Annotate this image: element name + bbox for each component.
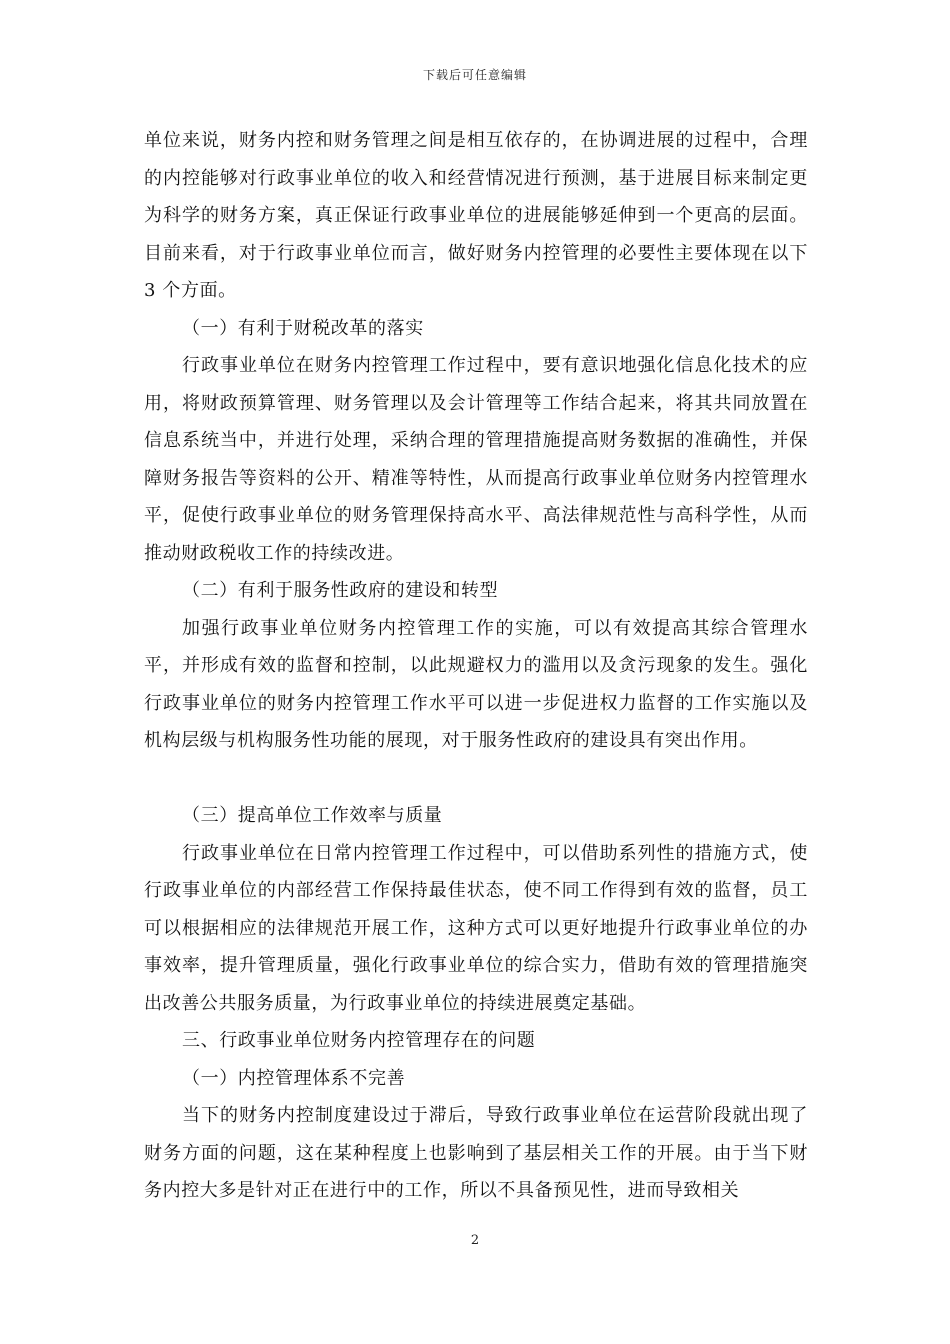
document-body (144, 122, 808, 1210)
section-heading: （三）提高单位工作效率与质量 (182, 805, 443, 826)
section-heading: （二）有利于服务性政府的建设和转型 (182, 580, 499, 601)
page-header: 下载后可任意编辑 (422, 68, 527, 82)
paragraph: 当下的财务内控制度建设过于滞后，导致行政事业单位在运营阶段就出现了财务方面的问题，这在某种程度上也影响到了基层相关工作的开展。由于当下财务内控大多是针对正在进行中的工作，所以不具备预见性，进而导致相关 (144, 1105, 808, 1201)
blank-line (144, 760, 808, 798)
section-heading: （一）内控管理体系不完善 (182, 1067, 406, 1089)
page-number: 2 (470, 1233, 480, 1248)
chapter-heading: 三、行政事业单位财务内控管理存在的问题 (182, 1030, 536, 1051)
paragraph: 行政事业单位在财务内控管理工作过程中，要有意识地强化信息化技术的应用，将财政预算管理、财务管理以及会计管理等工作结合起来，将其共同放置在信息系统当中，并进行处理，采纳合理的管理措施提高财务数据的准确性，并保障财务报告等资料的公开、精准等特性，从而提高行政事业单位财务内控管理水平，促使行政事业单位的财务管理保持高水平、高法律规范性与高科学性，从而推动财政税收工作的持续改进。 (144, 355, 808, 564)
paragraph: 单位来说，财务内控和财务管理之间是相互依存的，在协调进展的过程中，合理的内控能够对行政事业单位的收入和经营情况进行预测，基于进展目标来制定更为科学的财务方案，真正保证行政事业单位的进展能够延伸到一个更高的层面。目前来看，对于行政事业单位而言，做好财务内控管理的必要性主要体现在以下 3 个方面。 (144, 130, 808, 301)
paragraph: 加强行政事业单位财务内控管理工作的实施，可以有效提高其综合管理水平，并形成有效的监督和控制，以此规避权力的滥用以及贪污现象的发生。强化行政事业单位的财务内控管理工作水平可以进一步促进权力监督的工作实施以及机构层级与机构服务性功能的展现，对于服务性政府的建设具有突出作用。 (144, 617, 808, 751)
paragraph: 行政事业单位在日常内控管理工作过程中，可以借助系列性的措施方式，使行政事业单位的内部经营工作保持最佳状态，使不同工作得到有效的监督，员工可以根据相应的法律规范开展工作，这种方式可以更好地提升行政事业单位的办事效率，提升管理质量，强化行政事业单位的综合实力，借助有效的管理措施突出改善公共服务质量，为行政事业单位的持续进展奠定基础。 (144, 842, 808, 1014)
section-heading: （一）有利于财税改革的落实 (182, 317, 424, 339)
